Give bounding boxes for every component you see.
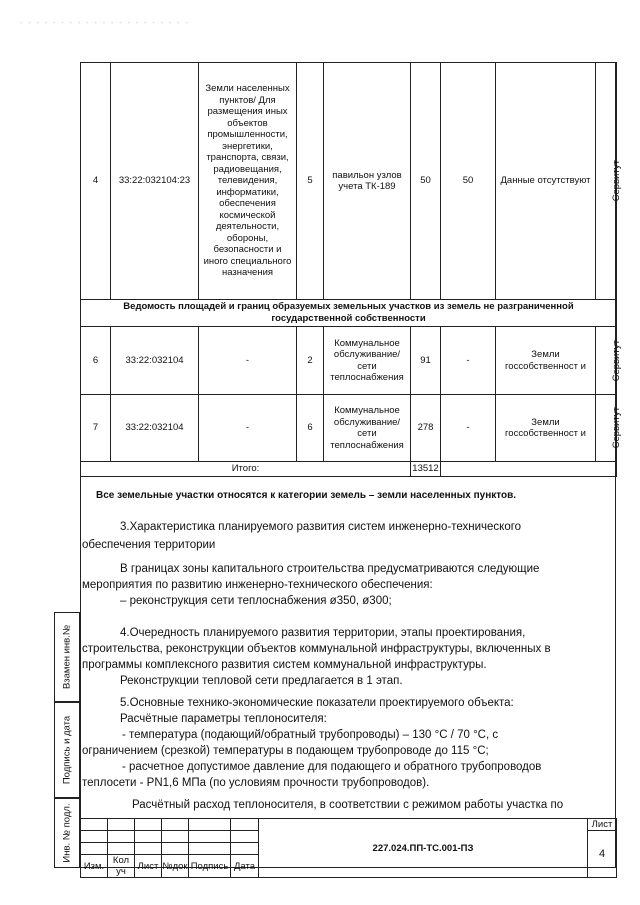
paragraph-line: В границах зоны капитального строительства предусматриваются следующие: [120, 563, 540, 575]
paragraph-line: теплосети - PN1,6 МПа (по условиям прочности трубопроводов).: [82, 777, 430, 789]
side-label-inventory: Инв. № подл.: [54, 798, 80, 868]
stamp-col: Дата: [231, 855, 259, 878]
paragraph-line: Расчётные параметры теплоносителя:: [120, 713, 327, 725]
total-empty: [441, 462, 617, 477]
table-row: [81, 63, 617, 300]
stamp-col: Подпись: [189, 855, 231, 878]
paragraph-line: Расчётный расход теплоносителя, в соответствии с режимом работы участка по: [132, 799, 564, 811]
row-number: 7: [81, 395, 111, 462]
cadastral-number: 33:22:032104: [111, 327, 199, 395]
area-formed: -: [441, 327, 496, 395]
cadastral-number: 33:22:032104: [111, 395, 199, 462]
plot-count: 5: [297, 63, 324, 300]
total-label: Итого:: [81, 462, 411, 477]
cadastral-number: 33:22:032104:23: [111, 63, 199, 300]
land-category: -: [199, 395, 297, 462]
section-3-heading: 3.Характеристика планируемого развития систем инженерно-технического: [120, 521, 522, 533]
land-category: -: [199, 327, 297, 395]
document-number: 227.024.ПП-ТС.001-ПЗ: [259, 819, 588, 878]
land-category: Земли населенных пунктов/ Для размещения иных объектов промышленности, энергетики, транспорта, связи, радиовещания, телевидения, информатики, обеспечения космической деятельности, обороны, безопасности и иного специального назначения: [199, 63, 297, 300]
section-header: Ведомость площадей и границ образуемых земельных участков из земель не разграниченной государственной собственности: [81, 300, 617, 327]
table-row: [81, 327, 617, 395]
scan-artifact: - - - - - - - - - - - - - - - - - - - - -: [20, 20, 190, 27]
plot-purpose: Коммунальное обслуживание/ сети теплоснабжения: [324, 395, 411, 462]
paragraph-line: - расчетное допустимое давление для подающего и обратного трубопроводов: [122, 761, 542, 773]
land-plots-table: [80, 62, 622, 477]
stamp-col: №док: [162, 855, 189, 878]
side-label-signature: Подпись и дата: [54, 702, 80, 798]
section-4-heading: 4.Очередность планируемого развития территории, этапы проектирования,: [120, 627, 526, 639]
section-5-heading: 5.Основные технико-экономические показатели проектируемого объекта:: [120, 697, 514, 709]
stamp-col: Лист: [135, 855, 162, 878]
right-type: Сервитут: [596, 395, 617, 462]
plot-purpose: павильон узлов учета ТК-189: [324, 63, 411, 300]
plot-count: 6: [297, 395, 324, 462]
total-value: 13512: [411, 462, 441, 477]
stamp-col: Кол уч: [108, 855, 135, 878]
paragraph-line: ограничением (срезкой) температуры в подающем трубопроводе до 115 °С;: [82, 745, 489, 757]
paragraph-line: – реконструкция сети теплоснабжения ø350, ø300;: [120, 595, 392, 607]
total-row: [81, 462, 617, 477]
sheet-number: 4: [588, 831, 617, 878]
plot-count: 2: [297, 327, 324, 395]
area-total: 50: [411, 63, 441, 300]
land-category-note: Все земельные участки относятся к категории земель – земли населенных пунктов.: [96, 490, 517, 501]
section-3-heading-cont: обеспечения территории: [82, 539, 216, 551]
paragraph-line: мероприятия по развитию инженерно-технического обеспечения:: [82, 579, 433, 591]
paragraph-line: Реконструкции тепловой сети предлагается в 1 этап.: [120, 675, 403, 687]
right-type: Сервитут: [596, 327, 617, 395]
area-total: 278: [411, 395, 441, 462]
owner: Данные отсутствуют: [496, 63, 596, 300]
paragraph-line: - температура (подающий/обратный трубопроводы) – 130 °С / 70 °С, с: [122, 729, 499, 741]
side-label-replacement: Взамен инв.№: [54, 612, 80, 702]
sheet-label: Лист: [588, 819, 617, 831]
row-number: 6: [81, 327, 111, 395]
area-formed: 50: [441, 63, 496, 300]
area-formed: -: [441, 395, 496, 462]
owner: Земли госсобственност и: [496, 395, 596, 462]
row-number: 4: [81, 63, 111, 300]
owner: Земли госсобственност и: [496, 327, 596, 395]
stamp-col: Изм.: [81, 855, 108, 878]
area-total: 91: [411, 327, 441, 395]
section-header-row: [81, 300, 617, 327]
paragraph-line: программы комплексного развития систем коммунальной инфраструктуры.: [82, 659, 487, 671]
title-block: [80, 818, 617, 878]
right-type: Сервитут: [596, 63, 617, 300]
paragraph-line: строительства, реконструкции объектов коммунальной инфраструктуры, включенных в: [82, 643, 551, 655]
plot-purpose: Коммунальное обслуживание/ сети теплоснабжения: [324, 327, 411, 395]
table-row: [81, 395, 617, 462]
